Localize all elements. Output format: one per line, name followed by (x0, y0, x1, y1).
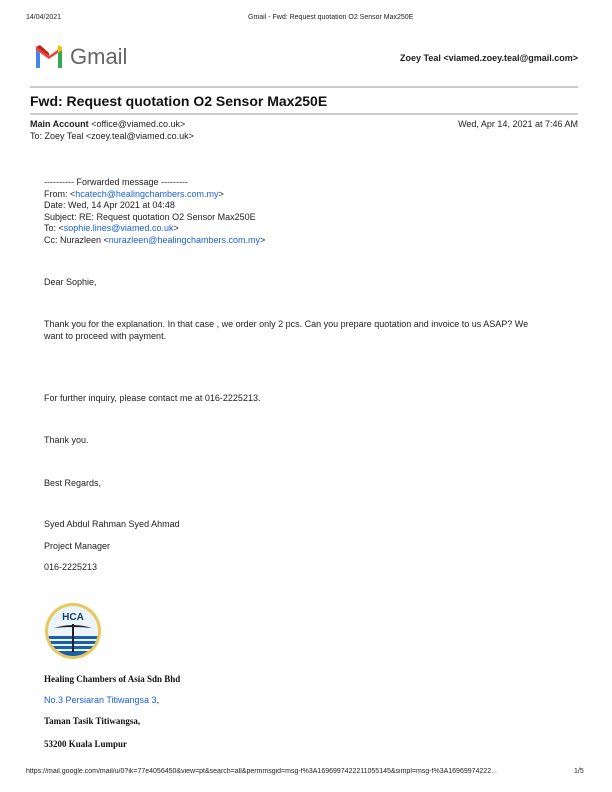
sender-name: Main Account (30, 119, 89, 129)
company-address-3: 53200 Kuala Lumpur (44, 739, 128, 749)
company-address-1 (44, 695, 159, 705)
closing: Best Regards, (44, 478, 102, 488)
cc-email-link[interactable]: nurazleen@healingchambers.com.my (108, 234, 260, 245)
body-line: want to proceed with payment. (44, 331, 167, 341)
email-subject: Fwd: Request quotation O2 Sensor Max250E (30, 93, 328, 109)
greeting: Dear Sophie, (44, 277, 97, 287)
body-line: For further inquiry, please contact me at 016-2225213. (44, 393, 261, 403)
cc-end: > (260, 234, 266, 245)
body-line: Thank you for the explanation. In that case , we order only 2 pcs. Can you prepare quotation and invoice to us ASAP? We (44, 319, 529, 329)
to-label: To: < (44, 223, 64, 233)
forwarded-header (44, 177, 265, 246)
to-email-link[interactable]: sophie.lines@viamed.co.uk (63, 223, 174, 233)
gmail-logo-text: Gmail (70, 44, 128, 69)
forward-subject: Subject: RE: Request quotation O2 Sensor Max250E (44, 211, 256, 222)
print-title: Gmail - Fwd: Request quotation O2 Sensor Max250E (248, 14, 414, 21)
from-label: From: < (44, 188, 76, 199)
svg-text:HCA: HCA (62, 612, 84, 623)
signature-title: Project Manager (44, 541, 111, 551)
email-date: Wed, Apr 14, 2021 at 7:46 AM (458, 119, 578, 129)
account-label: Zoey Teal <viamed.zoey.teal@gmail.com> (399, 53, 578, 63)
address-comma: , (156, 695, 160, 705)
address-link[interactable]: No.3 Persiaran Titiwangsa 3 (44, 695, 157, 705)
divider (30, 86, 578, 88)
recipient: To: Zoey Teal <zoey.teal@viamed.co.uk> (30, 131, 194, 141)
to-end: > (173, 223, 179, 233)
page-number: 1/5 (574, 768, 584, 775)
cc-label: Cc: Nurazleen < (44, 234, 109, 245)
from-email-link[interactable]: hcatech@healingchambers.com.my (75, 188, 219, 199)
print-footer-url: https://mail.google.com/mail/u/0?ik=77e4056450&view=pt&search=all&permmsgid=msg-f%3A1696997422211055145&simpl=msg-f%3A16969974222... (26, 768, 497, 775)
gmail-logo-icon (34, 44, 64, 68)
company-name: Healing Chambers of Asia Sdn Bhd (44, 674, 181, 684)
sender-email: <office@viamed.co.uk> (91, 119, 186, 129)
forward-date: Date: Wed, 14 Apr 2021 at 04:48 (44, 200, 175, 210)
print-date: 14/04/2021 (26, 14, 62, 21)
hca-logo-icon (44, 602, 102, 660)
thanks: Thank you. (44, 435, 89, 445)
divider (30, 113, 578, 115)
sender (30, 119, 185, 129)
company-address-2: Taman Tasik Titiwangsa, (44, 716, 141, 726)
forward-marker: ---------- Forwarded message --------- (44, 177, 188, 187)
signature-name: Syed Abdul Rahman Syed Ahmad (44, 519, 180, 529)
signature-phone: 016-2225213 (44, 562, 98, 572)
from-end: > (218, 188, 224, 199)
